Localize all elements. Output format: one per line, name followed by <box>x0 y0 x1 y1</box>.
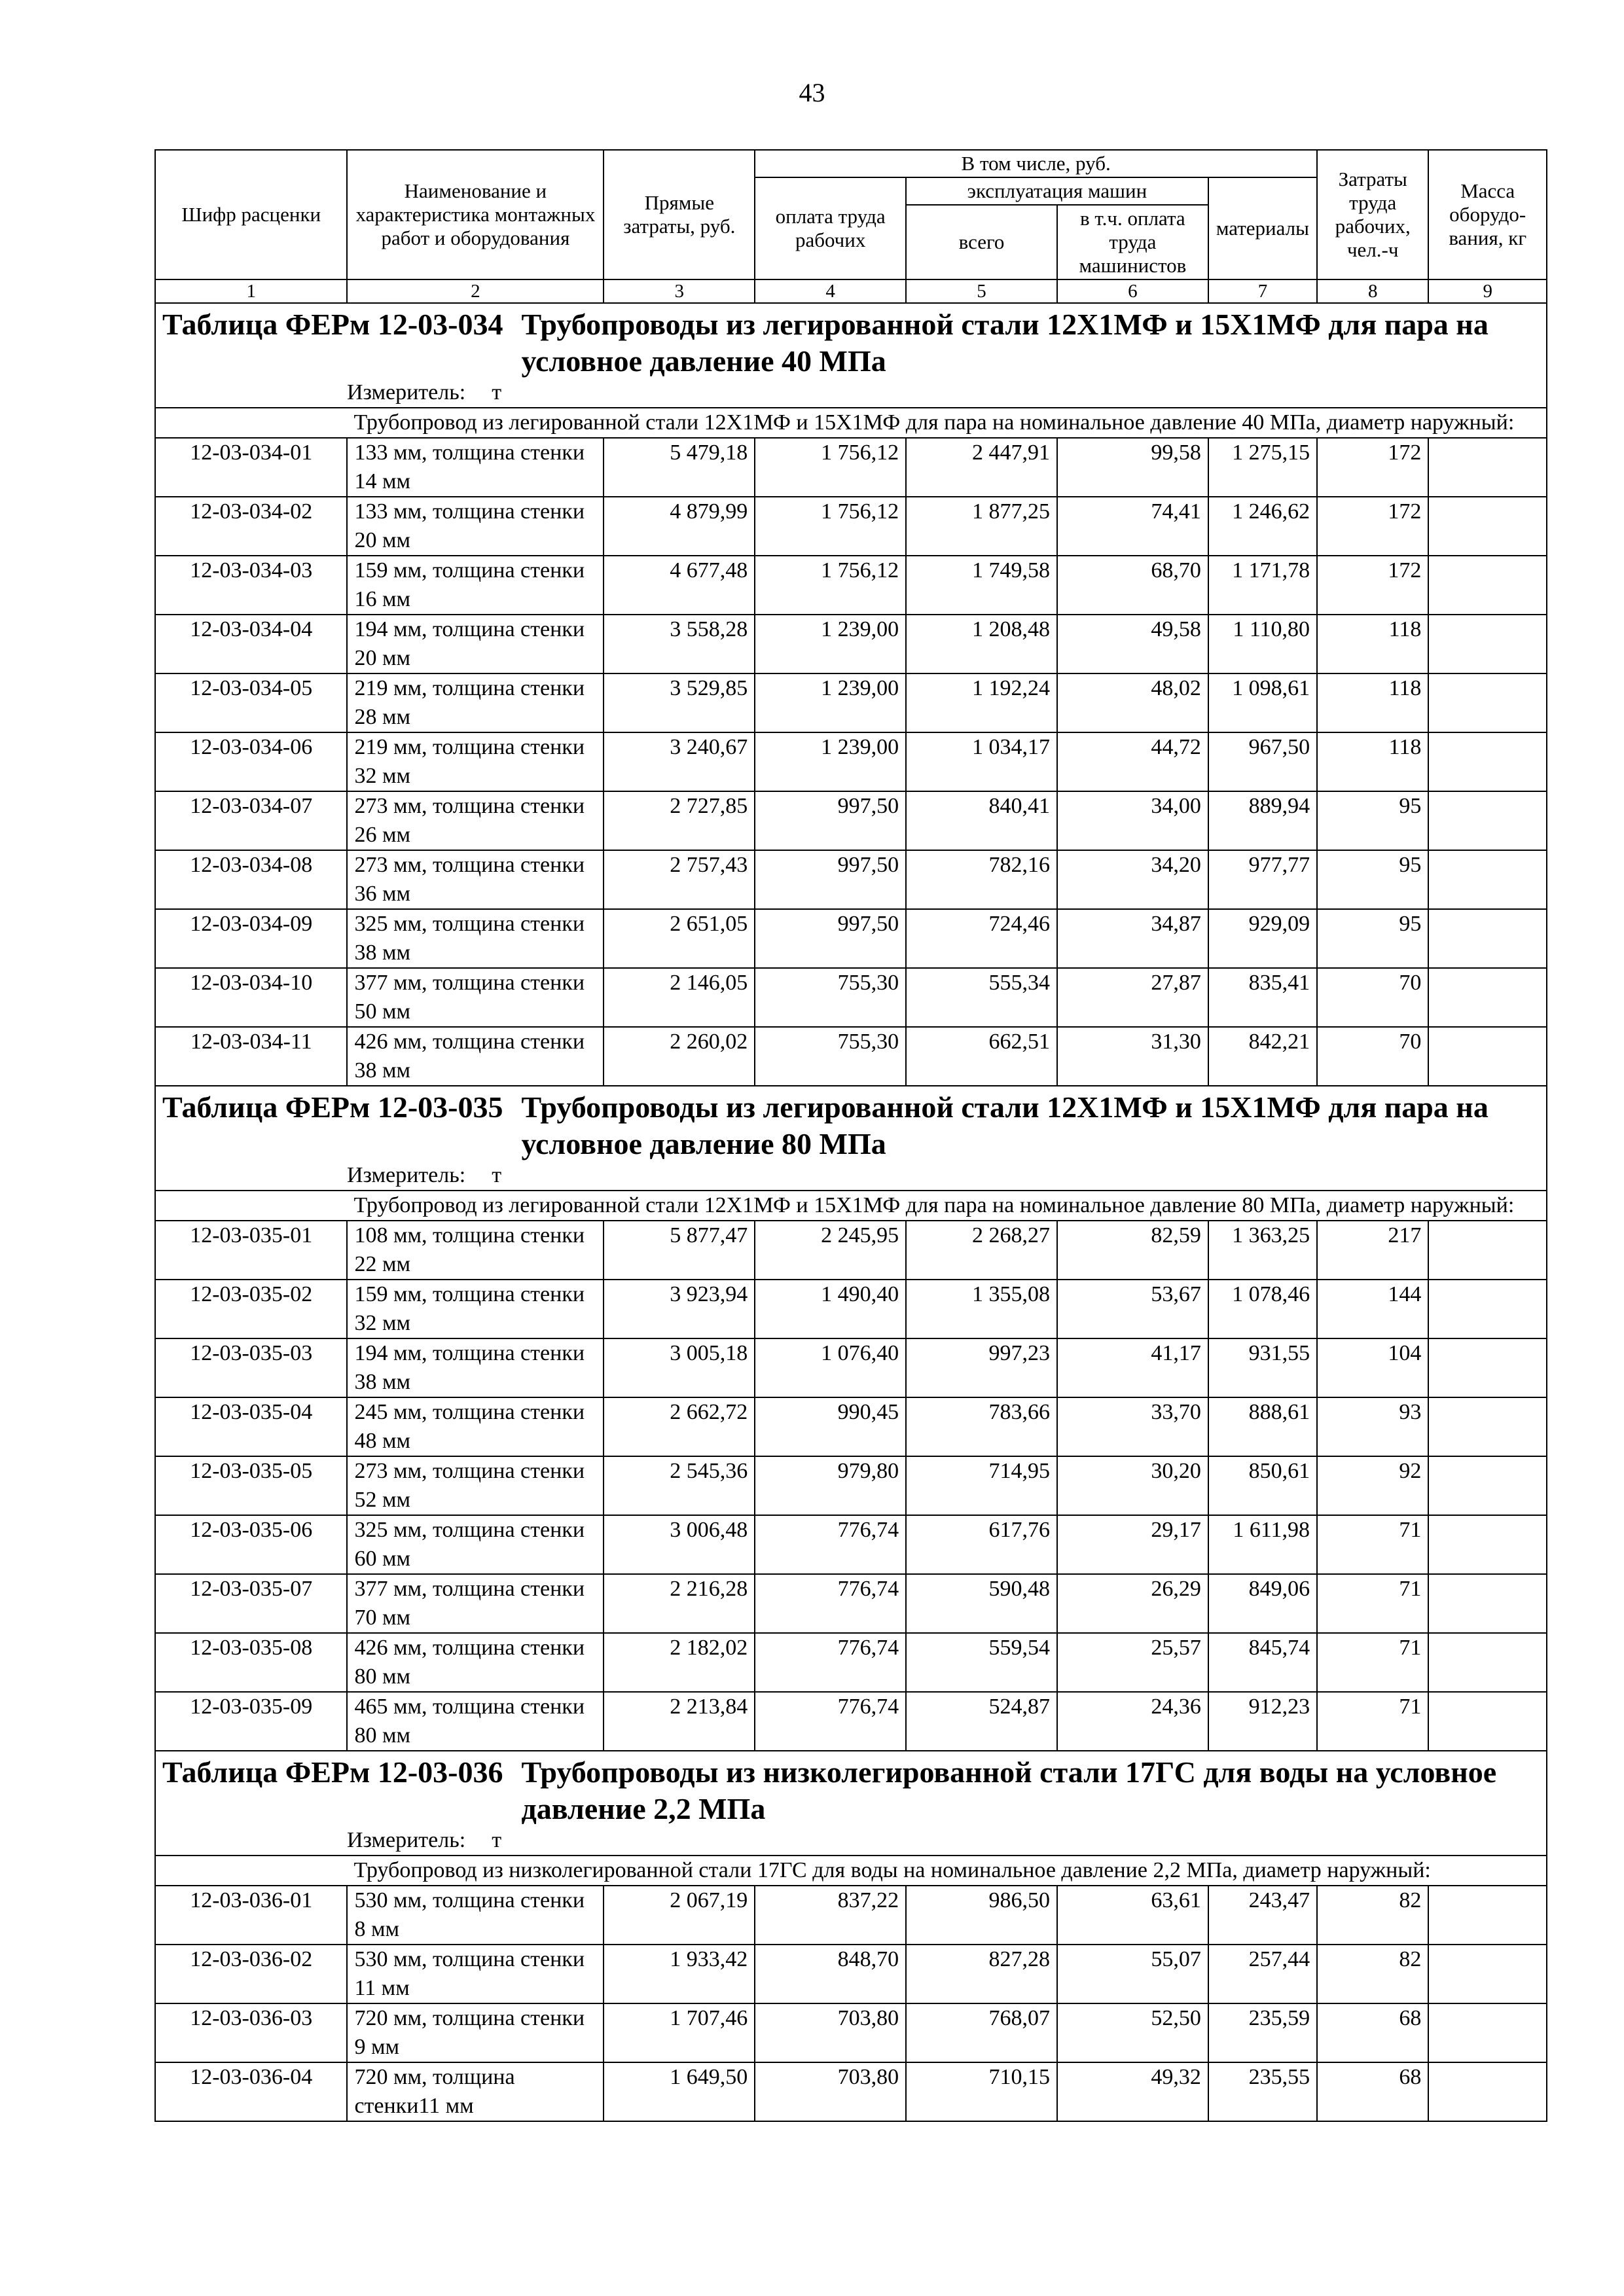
section-description: Трубопровод из легированной стали 12Х1МФ и 15Х1МФ для пара на номинальное давление 80 МПа, диаметр наружный: <box>347 1191 1547 1221</box>
equipment-mass <box>1428 1515 1547 1574</box>
rate-code: 12-03-034-08 <box>155 850 347 909</box>
column-number: 7 <box>1208 279 1317 303</box>
materials: 1 246,62 <box>1208 497 1317 556</box>
measure-unit <box>162 1827 1540 1855</box>
labor-hours: 92 <box>1317 1456 1428 1515</box>
equipment-mass <box>1428 1280 1547 1338</box>
direct-costs: 1 933,42 <box>604 1945 755 2003</box>
labor-pay: 1 756,12 <box>755 556 906 615</box>
work-name: 194 мм, толщина стенки 20 мм <box>347 615 604 673</box>
table-row <box>155 1027 1547 1086</box>
header-direct-costs: Прямые затраты, руб. <box>604 150 755 279</box>
rate-code: 12-03-035-03 <box>155 1338 347 1397</box>
labor-pay: 1 756,12 <box>755 438 906 497</box>
rate-code: 12-03-034-10 <box>155 968 347 1027</box>
materials: 977,77 <box>1208 850 1317 909</box>
table-row <box>155 615 1547 673</box>
labor-pay: 703,80 <box>755 2003 906 2062</box>
rate-code: 12-03-035-01 <box>155 1221 347 1280</box>
section-description-row <box>155 1856 1547 1886</box>
measure-label: Измеритель: <box>347 380 466 404</box>
work-name: 426 мм, толщина стенки 38 мм <box>347 1027 604 1086</box>
section-title-row <box>155 303 1547 408</box>
work-name: 159 мм, толщина стенки 32 мм <box>347 1280 604 1338</box>
table-row <box>155 1515 1547 1574</box>
machinists-pay: 44,72 <box>1057 732 1208 791</box>
equipment-mass <box>1428 1397 1547 1456</box>
labor-pay: 703,80 <box>755 2062 906 2121</box>
rate-code: 12-03-034-11 <box>155 1027 347 1086</box>
header-machines: эксплуатация машин <box>906 177 1208 205</box>
materials: 1 275,15 <box>1208 438 1317 497</box>
materials: 912,23 <box>1208 1692 1317 1751</box>
rate-code: 12-03-035-06 <box>155 1515 347 1574</box>
labor-hours: 82 <box>1317 1886 1428 1945</box>
direct-costs: 3 529,85 <box>604 673 755 732</box>
direct-costs: 3 558,28 <box>604 615 755 673</box>
column-number: 5 <box>906 279 1057 303</box>
section-description: Трубопровод из легированной стали 12Х1МФ и 15Х1МФ для пара на номинальное давление 40 МПа, диаметр наружный: <box>347 408 1547 438</box>
rate-code: 12-03-036-01 <box>155 1886 347 1945</box>
labor-hours: 172 <box>1317 438 1428 497</box>
measure-label: Измеритель: <box>347 1163 466 1187</box>
labor-pay: 997,50 <box>755 791 906 850</box>
header-materials: материалы <box>1208 177 1317 279</box>
section-description: Трубопровод из низколегированной стали 17ГС для воды на номинальное давление 2,2 МПа, диаметр наружный: <box>347 1856 1547 1886</box>
labor-hours: 71 <box>1317 1574 1428 1633</box>
equipment-mass <box>1428 1221 1547 1280</box>
equipment-mass <box>1428 556 1547 615</box>
rate-code: 12-03-034-05 <box>155 673 347 732</box>
machinists-pay: 31,30 <box>1057 1027 1208 1086</box>
labor-hours: 71 <box>1317 1515 1428 1574</box>
machinists-pay: 30,20 <box>1057 1456 1208 1515</box>
equipment-mass <box>1428 497 1547 556</box>
rate-code: 12-03-034-04 <box>155 615 347 673</box>
machines-total: 2 447,91 <box>906 438 1057 497</box>
machinists-pay: 24,36 <box>1057 1692 1208 1751</box>
equipment-mass <box>1428 1945 1547 2003</box>
machines-total: 714,95 <box>906 1456 1057 1515</box>
work-name: 133 мм, толщина стенки 14 мм <box>347 438 604 497</box>
machinists-pay: 99,58 <box>1057 438 1208 497</box>
table-title: Трубопроводы из низколегированной стали 17ГС для воды на условное давление 2,2 МПа <box>521 1755 1497 1825</box>
labor-pay: 755,30 <box>755 1027 906 1086</box>
table-row <box>155 791 1547 850</box>
labor-pay: 979,80 <box>755 1456 906 1515</box>
work-name: 159 мм, толщина стенки 16 мм <box>347 556 604 615</box>
table-row <box>155 1692 1547 1751</box>
work-name: 245 мм, толщина стенки 48 мм <box>347 1397 604 1456</box>
machines-total: 1 355,08 <box>906 1280 1057 1338</box>
machinists-pay: 53,67 <box>1057 1280 1208 1338</box>
work-name: 325 мм, толщина стенки 38 мм <box>347 909 604 968</box>
direct-costs: 2 651,05 <box>604 909 755 968</box>
section-heading <box>162 1086 1540 1162</box>
description-blank <box>155 1191 347 1221</box>
direct-costs: 2 182,02 <box>604 1633 755 1692</box>
work-name: 465 мм, толщина стенки 80 мм <box>347 1692 604 1751</box>
labor-hours: 70 <box>1317 1027 1428 1086</box>
table-row <box>155 1633 1547 1692</box>
materials: 849,06 <box>1208 1574 1317 1633</box>
labor-hours: 118 <box>1317 673 1428 732</box>
rate-code: 12-03-035-07 <box>155 1574 347 1633</box>
labor-pay: 1 239,00 <box>755 732 906 791</box>
table-row <box>155 438 1547 497</box>
table-row <box>155 850 1547 909</box>
work-name: 377 мм, толщина стенки 50 мм <box>347 968 604 1027</box>
labor-pay: 1 756,12 <box>755 497 906 556</box>
work-name: 325 мм, толщина стенки 60 мм <box>347 1515 604 1574</box>
table-row <box>155 968 1547 1027</box>
table-row <box>155 2003 1547 2062</box>
machines-total: 662,51 <box>906 1027 1057 1086</box>
table-number: Таблица ФЕРм 12-03-034 <box>162 308 503 341</box>
direct-costs: 2 727,85 <box>604 791 755 850</box>
direct-costs: 4 677,48 <box>604 556 755 615</box>
column-number: 2 <box>347 279 604 303</box>
materials: 889,94 <box>1208 791 1317 850</box>
rate-code: 12-03-035-04 <box>155 1397 347 1456</box>
machines-total: 590,48 <box>906 1574 1057 1633</box>
measure-unit <box>162 1162 1540 1190</box>
measure-value: т <box>492 380 502 404</box>
rate-code: 12-03-036-03 <box>155 2003 347 2062</box>
machines-total: 840,41 <box>906 791 1057 850</box>
column-number: 3 <box>604 279 755 303</box>
column-number: 4 <box>755 279 906 303</box>
materials: 235,59 <box>1208 2003 1317 2062</box>
table-row <box>155 732 1547 791</box>
machines-total: 1 208,48 <box>906 615 1057 673</box>
work-name: 530 мм, толщина стенки 11 мм <box>347 1945 604 2003</box>
machinists-pay: 41,17 <box>1057 1338 1208 1397</box>
table-row <box>155 1574 1547 1633</box>
direct-costs: 4 879,99 <box>604 497 755 556</box>
equipment-mass <box>1428 438 1547 497</box>
labor-pay: 776,74 <box>755 1692 906 1751</box>
labor-pay: 2 245,95 <box>755 1221 906 1280</box>
section-title-row <box>155 1086 1547 1191</box>
machinists-pay: 27,87 <box>1057 968 1208 1027</box>
equipment-mass <box>1428 1456 1547 1515</box>
labor-hours: 82 <box>1317 1945 1428 2003</box>
rate-code: 12-03-036-04 <box>155 2062 347 2121</box>
table-title: Трубопроводы из легированной стали 12Х1МФ и 15Х1МФ для пара на условное давление 80 МПа <box>521 1090 1489 1160</box>
equipment-mass <box>1428 1633 1547 1692</box>
labor-pay: 776,74 <box>755 1515 906 1574</box>
labor-pay: 848,70 <box>755 1945 906 2003</box>
machines-total: 1 749,58 <box>906 556 1057 615</box>
labor-pay: 776,74 <box>755 1633 906 1692</box>
table-row <box>155 1397 1547 1456</box>
machines-total: 768,07 <box>906 2003 1057 2062</box>
header-name: Наименование и характеристика монтажных работ и оборудования <box>347 150 604 279</box>
equipment-mass <box>1428 1886 1547 1945</box>
materials: 1 078,46 <box>1208 1280 1317 1338</box>
table-row <box>155 1338 1547 1397</box>
equipment-mass <box>1428 1692 1547 1751</box>
header-mass: Масса оборудо-вания, кг <box>1428 150 1547 279</box>
measure-value: т <box>492 1828 502 1852</box>
machines-total: 1 034,17 <box>906 732 1057 791</box>
section-description-row <box>155 1191 1547 1221</box>
direct-costs: 3 923,94 <box>604 1280 755 1338</box>
labor-pay: 837,22 <box>755 1886 906 1945</box>
labor-hours: 172 <box>1317 556 1428 615</box>
machines-total: 555,34 <box>906 968 1057 1027</box>
work-name: 273 мм, толщина стенки 52 мм <box>347 1456 604 1515</box>
labor-hours: 68 <box>1317 2062 1428 2121</box>
rate-code: 12-03-035-08 <box>155 1633 347 1692</box>
equipment-mass <box>1428 732 1547 791</box>
direct-costs: 2 067,19 <box>604 1886 755 1945</box>
direct-costs: 1 707,46 <box>604 2003 755 2062</box>
materials: 845,74 <box>1208 1633 1317 1692</box>
labor-hours: 68 <box>1317 2003 1428 2062</box>
section-title <box>155 303 1547 408</box>
rate-code: 12-03-035-02 <box>155 1280 347 1338</box>
rate-code: 12-03-034-01 <box>155 438 347 497</box>
equipment-mass <box>1428 2062 1547 2121</box>
machines-total: 559,54 <box>906 1633 1057 1692</box>
machines-total: 724,46 <box>906 909 1057 968</box>
machines-total: 2 268,27 <box>906 1221 1057 1280</box>
work-name: 720 мм, толщина стенки11 мм <box>347 2062 604 2121</box>
rate-code: 12-03-036-02 <box>155 1945 347 2003</box>
work-name: 219 мм, толщина стенки 28 мм <box>347 673 604 732</box>
equipment-mass <box>1428 791 1547 850</box>
section-title <box>155 1086 1547 1191</box>
header-machinists-pay: в т.ч. оплата труда машинистов <box>1057 205 1208 279</box>
machinists-pay: 49,58 <box>1057 615 1208 673</box>
direct-costs: 5 479,18 <box>604 438 755 497</box>
direct-costs: 2 260,02 <box>604 1027 755 1086</box>
measure-value: т <box>492 1163 502 1187</box>
materials: 1 611,98 <box>1208 1515 1317 1574</box>
machines-total: 782,16 <box>906 850 1057 909</box>
work-name: 219 мм, толщина стенки 32 мм <box>347 732 604 791</box>
section-heading <box>162 1751 1540 1827</box>
machines-total: 997,23 <box>906 1338 1057 1397</box>
labor-pay: 997,50 <box>755 850 906 909</box>
direct-costs: 3 005,18 <box>604 1338 755 1397</box>
measure-unit <box>162 380 1540 407</box>
machinists-pay: 26,29 <box>1057 1574 1208 1633</box>
work-name: 108 мм, толщина стенки 22 мм <box>347 1221 604 1280</box>
labor-pay: 990,45 <box>755 1397 906 1456</box>
labor-hours: 71 <box>1317 1633 1428 1692</box>
materials: 1 098,61 <box>1208 673 1317 732</box>
table-number: Таблица ФЕРм 12-03-036 <box>162 1755 503 1789</box>
header-including: В том числе, руб. <box>755 150 1317 177</box>
description-blank <box>155 408 347 438</box>
machinists-pay: 34,87 <box>1057 909 1208 968</box>
rate-code: 12-03-035-05 <box>155 1456 347 1515</box>
machines-total: 524,87 <box>906 1692 1057 1751</box>
work-name: 273 мм, толщина стенки 36 мм <box>347 850 604 909</box>
materials: 842,21 <box>1208 1027 1317 1086</box>
description-blank <box>155 1856 347 1886</box>
labor-hours: 71 <box>1317 1692 1428 1751</box>
work-name: 720 мм, толщина стенки 9 мм <box>347 2003 604 2062</box>
table-row <box>155 2062 1547 2121</box>
labor-pay: 1 239,00 <box>755 615 906 673</box>
work-name: 273 мм, толщина стенки 26 мм <box>347 791 604 850</box>
work-name: 377 мм, толщина стенки 70 мм <box>347 1574 604 1633</box>
direct-costs: 2 146,05 <box>604 968 755 1027</box>
machines-total: 783,66 <box>906 1397 1057 1456</box>
materials: 835,41 <box>1208 968 1317 1027</box>
header-code: Шифр расценки <box>155 150 347 279</box>
section-description-row <box>155 408 1547 438</box>
labor-pay: 1 239,00 <box>755 673 906 732</box>
section-heading <box>162 304 1540 380</box>
machines-total: 827,28 <box>906 1945 1057 2003</box>
column-number: 1 <box>155 279 347 303</box>
equipment-mass <box>1428 2003 1547 2062</box>
measure-label: Измеритель: <box>347 1828 466 1852</box>
materials: 850,61 <box>1208 1456 1317 1515</box>
table-row <box>155 1945 1547 2003</box>
page-number: 43 <box>799 78 825 107</box>
equipment-mass <box>1428 1574 1547 1633</box>
machinists-pay: 34,20 <box>1057 850 1208 909</box>
table-row <box>155 673 1547 732</box>
direct-costs: 2 757,43 <box>604 850 755 909</box>
machinists-pay: 68,70 <box>1057 556 1208 615</box>
header-labor-hours: Затраты труда рабочих, чел.-ч <box>1317 150 1428 279</box>
rate-code: 12-03-034-02 <box>155 497 347 556</box>
machines-total: 986,50 <box>906 1886 1057 1945</box>
header-machines-total: всего <box>906 205 1057 279</box>
machines-total: 1 877,25 <box>906 497 1057 556</box>
header-labor-pay: оплата труда рабочих <box>755 177 906 279</box>
labor-hours: 144 <box>1317 1280 1428 1338</box>
machinists-pay: 34,00 <box>1057 791 1208 850</box>
labor-hours: 217 <box>1317 1221 1428 1280</box>
equipment-mass <box>1428 850 1547 909</box>
machines-total: 617,76 <box>906 1515 1057 1574</box>
machinists-pay: 52,50 <box>1057 2003 1208 2062</box>
rate-code: 12-03-034-07 <box>155 791 347 850</box>
direct-costs: 5 877,47 <box>604 1221 755 1280</box>
equipment-mass <box>1428 615 1547 673</box>
direct-costs: 2 545,36 <box>604 1456 755 1515</box>
labor-pay: 1 490,40 <box>755 1280 906 1338</box>
column-number: 8 <box>1317 279 1428 303</box>
labor-hours: 95 <box>1317 909 1428 968</box>
machinists-pay: 29,17 <box>1057 1515 1208 1574</box>
table-row <box>155 556 1547 615</box>
work-name: 133 мм, толщина стенки 20 мм <box>347 497 604 556</box>
materials: 931,55 <box>1208 1338 1317 1397</box>
machines-total: 1 192,24 <box>906 673 1057 732</box>
labor-hours: 95 <box>1317 850 1428 909</box>
labor-hours: 93 <box>1317 1397 1428 1456</box>
machinists-pay: 55,07 <box>1057 1945 1208 2003</box>
materials: 1 171,78 <box>1208 556 1317 615</box>
machinists-pay: 48,02 <box>1057 673 1208 732</box>
labor-hours: 172 <box>1317 497 1428 556</box>
equipment-mass <box>1428 1338 1547 1397</box>
work-name: 194 мм, толщина стенки 38 мм <box>347 1338 604 1397</box>
materials: 929,09 <box>1208 909 1317 968</box>
table-row <box>155 1280 1547 1338</box>
direct-costs: 3 006,48 <box>604 1515 755 1574</box>
labor-hours: 104 <box>1317 1338 1428 1397</box>
labor-hours: 118 <box>1317 732 1428 791</box>
table-row <box>155 909 1547 968</box>
labor-hours: 118 <box>1317 615 1428 673</box>
machinists-pay: 33,70 <box>1057 1397 1208 1456</box>
machinists-pay: 25,57 <box>1057 1633 1208 1692</box>
materials: 235,55 <box>1208 2062 1317 2121</box>
equipment-mass <box>1428 673 1547 732</box>
materials: 243,47 <box>1208 1886 1317 1945</box>
table-row <box>155 497 1547 556</box>
materials: 257,44 <box>1208 1945 1317 2003</box>
section-title <box>155 1751 1547 1856</box>
rate-code: 12-03-034-06 <box>155 732 347 791</box>
rate-code: 12-03-035-09 <box>155 1692 347 1751</box>
labor-pay: 755,30 <box>755 968 906 1027</box>
rate-code: 12-03-034-03 <box>155 556 347 615</box>
equipment-mass <box>1428 1027 1547 1086</box>
labor-pay: 997,50 <box>755 909 906 968</box>
work-name: 426 мм, толщина стенки 80 мм <box>347 1633 604 1692</box>
machinists-pay: 74,41 <box>1057 497 1208 556</box>
column-number: 9 <box>1428 279 1547 303</box>
machinists-pay: 82,59 <box>1057 1221 1208 1280</box>
direct-costs: 3 240,67 <box>604 732 755 791</box>
direct-costs: 2 662,72 <box>604 1397 755 1456</box>
rates-table <box>154 149 1547 2122</box>
labor-hours: 95 <box>1317 791 1428 850</box>
labor-hours: 70 <box>1317 968 1428 1027</box>
direct-costs: 2 213,84 <box>604 1692 755 1751</box>
materials: 1 363,25 <box>1208 1221 1317 1280</box>
table-row <box>155 1886 1547 1945</box>
section-title-row <box>155 1751 1547 1856</box>
equipment-mass <box>1428 968 1547 1027</box>
equipment-mass <box>1428 909 1547 968</box>
table-number: Таблица ФЕРм 12-03-035 <box>162 1090 503 1124</box>
direct-costs: 2 216,28 <box>604 1574 755 1633</box>
rate-code: 12-03-034-09 <box>155 909 347 968</box>
column-number: 6 <box>1057 279 1208 303</box>
labor-pay: 1 076,40 <box>755 1338 906 1397</box>
table-title: Трубопроводы из легированной стали 12Х1МФ и 15Х1МФ для пара на условное давление 40 МПа <box>521 308 1489 378</box>
work-name: 530 мм, толщина стенки 8 мм <box>347 1886 604 1945</box>
materials: 1 110,80 <box>1208 615 1317 673</box>
labor-pay: 776,74 <box>755 1574 906 1633</box>
machinists-pay: 63,61 <box>1057 1886 1208 1945</box>
table-row <box>155 1456 1547 1515</box>
table-row <box>155 1221 1547 1280</box>
materials: 888,61 <box>1208 1397 1317 1456</box>
materials: 967,50 <box>1208 732 1317 791</box>
direct-costs: 1 649,50 <box>604 2062 755 2121</box>
machines-total: 710,15 <box>906 2062 1057 2121</box>
machinists-pay: 49,32 <box>1057 2062 1208 2121</box>
